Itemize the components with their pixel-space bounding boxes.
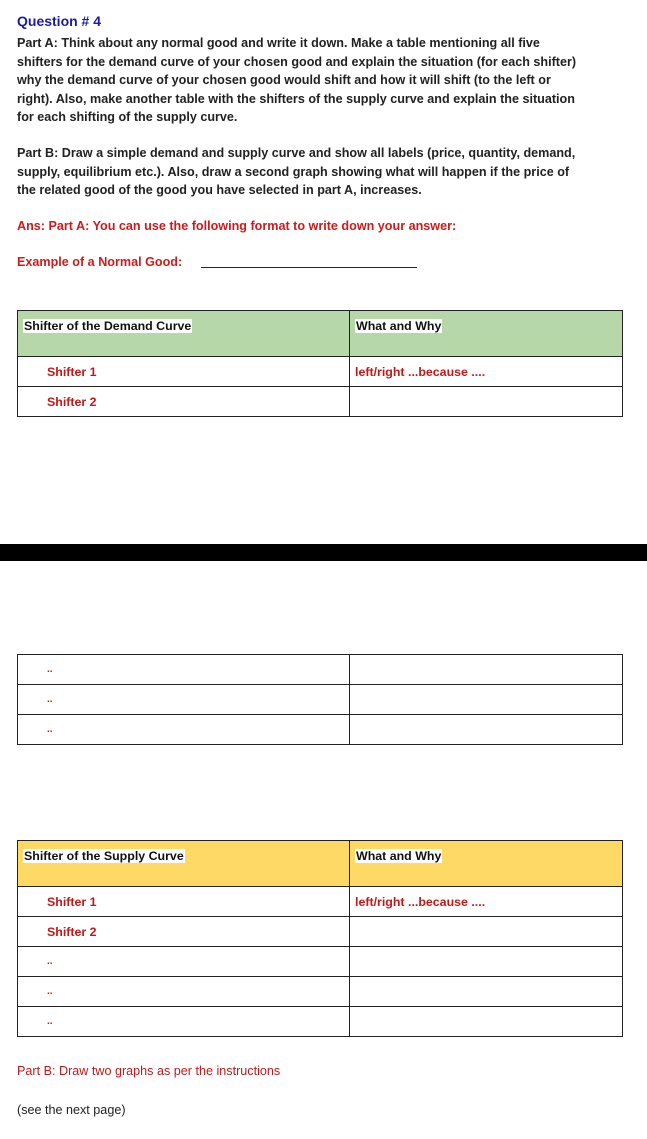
header-cell	[350, 311, 623, 357]
header-cell	[18, 311, 350, 357]
part-a-line: why the demand curve of your chosen good would shift and how it will shift (to the left or	[17, 73, 551, 88]
shifter-cell[interactable]: Shifter 2	[18, 387, 350, 417]
example-normal-good-label: Example of a Normal Good:	[17, 255, 183, 269]
table-row	[18, 357, 623, 387]
shifter-cell[interactable]: Shifter 2	[18, 917, 350, 947]
table-row	[18, 977, 623, 1007]
example-answer-blank[interactable]	[201, 267, 417, 268]
table-header-row	[18, 841, 623, 887]
answer-intro: Ans: Part A: You can use the following format to write down your answer:	[17, 219, 457, 233]
demand-shifter-table	[17, 310, 623, 417]
see-next-page-note: (see the next page)	[17, 1103, 126, 1117]
part-a-line: right). Also, make another table with the shifters of the supply curve and explain the situation	[17, 91, 575, 106]
explanation-cell[interactable]: left/right ...because ....	[350, 887, 623, 917]
explanation-cell[interactable]	[350, 917, 623, 947]
part-b-line: supply, equilibrium etc.). Also, draw a second graph showing what will happen if the price of	[17, 164, 570, 179]
part-a-line: Part A: Think about any normal good and write it down. Make a table mentioning all five	[17, 36, 540, 50]
header-cell	[18, 841, 350, 887]
explanation-cell[interactable]	[350, 715, 623, 745]
part-a-instructions	[17, 34, 629, 127]
part-b-line: the related good of the good you have selected in part A, increases.	[17, 183, 422, 198]
header-what-why: What and Why	[356, 319, 442, 333]
page-divider-band	[0, 544, 647, 561]
table-row	[18, 387, 623, 417]
part-a-line: shifters for the demand curve of your chosen good and explain the situation (for each shifter)	[17, 54, 577, 69]
explanation-cell[interactable]	[350, 685, 623, 715]
table-row	[18, 655, 623, 685]
table-row	[18, 715, 623, 745]
header-shifter-supply: Shifter of the Supply Curve	[24, 849, 184, 863]
part-b-instructions	[17, 144, 629, 200]
header-what-why: What and Why	[356, 849, 442, 863]
explanation-cell[interactable]	[350, 1007, 623, 1037]
table-row	[18, 1007, 623, 1037]
explanation-cell[interactable]	[350, 387, 623, 417]
question-title: Question # 4	[17, 13, 102, 29]
shifter-cell[interactable]: ..	[18, 655, 350, 685]
part-a-line: for each shifting of the supply curve.	[17, 110, 238, 125]
explanation-cell[interactable]	[350, 977, 623, 1007]
header-shifter-demand: Shifter of the Demand Curve	[24, 319, 192, 333]
table-row	[18, 947, 623, 977]
table-row	[18, 917, 623, 947]
explanation-cell[interactable]	[350, 947, 623, 977]
shifter-cell[interactable]: ..	[18, 947, 350, 977]
shifter-cell[interactable]: ..	[18, 715, 350, 745]
table-header-row	[18, 311, 623, 357]
demand-shifter-table-continued	[17, 654, 623, 745]
supply-shifter-table	[17, 840, 623, 1037]
shifter-cell[interactable]: Shifter 1	[18, 357, 350, 387]
explanation-cell[interactable]: left/right ...because ....	[350, 357, 623, 387]
header-cell	[350, 841, 623, 887]
part-b-note: Part B: Draw two graphs as per the instructions	[17, 1064, 281, 1078]
shifter-cell[interactable]: ..	[18, 685, 350, 715]
shifter-cell[interactable]: ..	[18, 977, 350, 1007]
shifter-cell[interactable]: Shifter 1	[18, 887, 350, 917]
part-b-line: Part B: Draw a simple demand and supply curve and show all labels (price, quantity, demand,	[17, 146, 576, 160]
table-row	[18, 685, 623, 715]
explanation-cell[interactable]	[350, 655, 623, 685]
table-row	[18, 887, 623, 917]
shifter-cell[interactable]: ..	[18, 1007, 350, 1037]
